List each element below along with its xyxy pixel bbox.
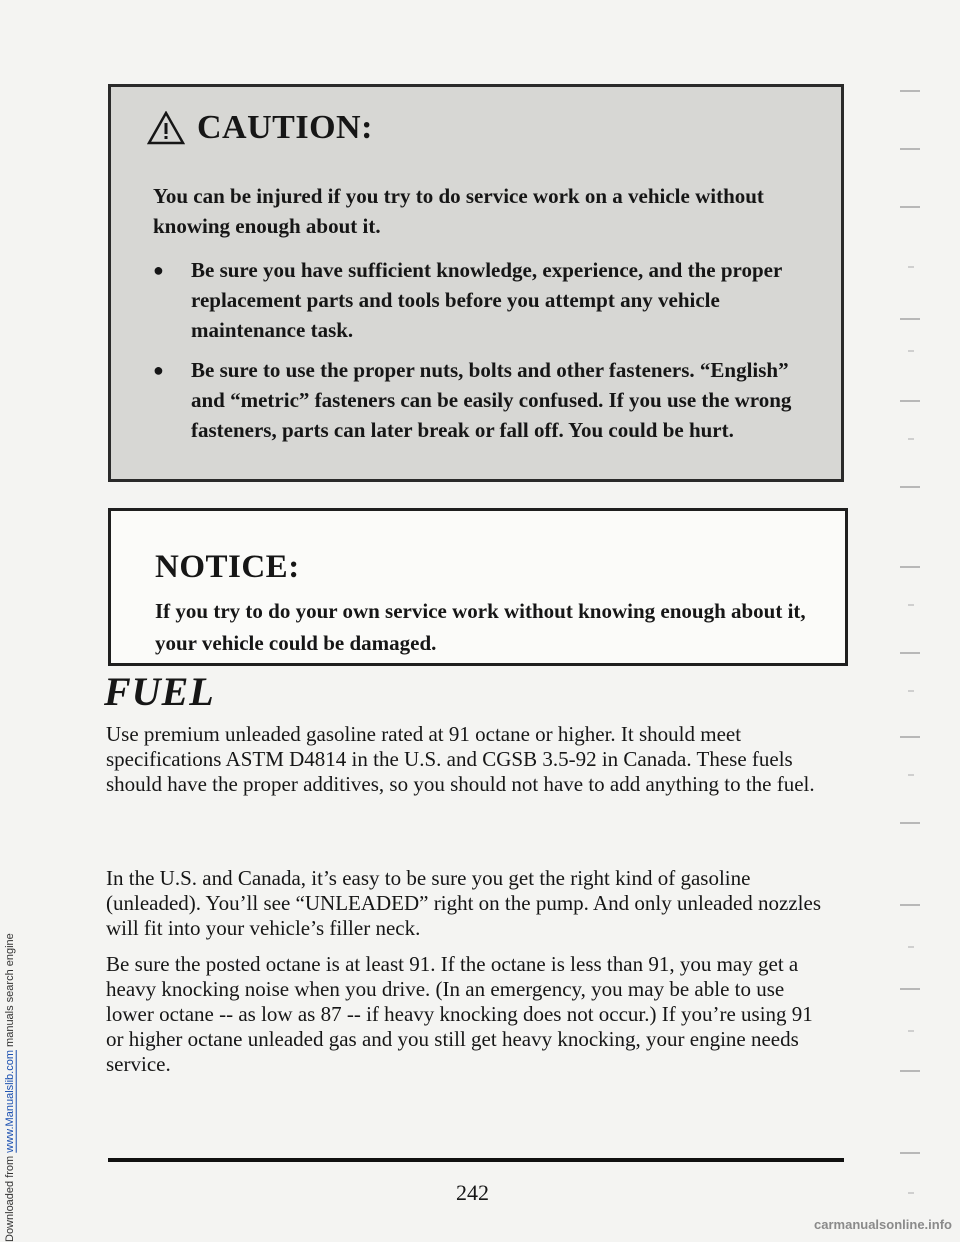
watermark: carmanualsonline.info xyxy=(814,1217,952,1232)
caution-bullet-text: Be sure to use the proper nuts, bolts and other fasteners. “English” and “metric” fasteners can be easily confused. If you use the wrong fasteners, parts can later break or fall off. You could be hurt. xyxy=(191,358,792,442)
margin-mark xyxy=(908,266,914,268)
margin-mark xyxy=(900,486,920,488)
fuel-paragraph: Be sure the posted octane is at least 91. If the octane is less than 91, you may get a heavy knocking noise when you drive. (In an emergency, you may be able to use lower octane -- as low as 87 -- if heavy knocking does not occur.) If you’re using 91 or higher octane unleaded gas and you still get heavy knocking, your engine needs service. xyxy=(106,952,813,1076)
section-heading-fuel: FUEL xyxy=(104,669,215,714)
margin-mark xyxy=(908,1030,914,1032)
caution-title: CAUTION: xyxy=(197,109,373,146)
download-banner xyxy=(4,10,20,1242)
caution-box xyxy=(108,84,844,482)
margin-mark xyxy=(900,318,920,320)
margin-mark xyxy=(908,604,914,606)
margin-mark xyxy=(908,690,914,692)
margin-mark xyxy=(900,904,920,906)
bullet-icon: ● xyxy=(153,260,164,280)
fuel-paragraph: In the U.S. and Canada, it’s easy to be sure you get the right kind of gasoline (unleaded). You’ll see “UNLEADED” right on the pump. And only unleaded nozzles will fit into your vehicle’s filler neck. xyxy=(106,866,822,940)
notice-box xyxy=(108,508,848,666)
margin-mark xyxy=(900,1070,920,1072)
bullet-icon: ● xyxy=(153,360,164,380)
manualslib-link[interactable]: www.Manualslib.com xyxy=(4,1050,16,1153)
caution-intro: You can be injured if you try to do service work on a vehicle without knowing enough about it. xyxy=(153,184,764,238)
warning-triangle-icon xyxy=(147,111,185,145)
margin-mark xyxy=(900,988,920,990)
margin-mark xyxy=(908,774,914,776)
footer-rule xyxy=(108,1158,844,1162)
margin-mark xyxy=(900,566,920,568)
fuel-paragraph: Use premium unleaded gasoline rated at 91 octane or higher. It should meet specifications ASTM D4814 in the U.S. and CGSB 3.5-92 in Canada. These fuels should have the proper additives, so you should not have to add anything to the fuel. xyxy=(106,722,815,796)
banner-suffix: manuals search engine xyxy=(4,933,16,1051)
page-number: 242 xyxy=(456,1180,489,1205)
margin-mark xyxy=(900,206,920,208)
caution-bullet xyxy=(153,355,823,445)
margin-mark xyxy=(900,148,920,150)
margin-mark xyxy=(900,652,920,654)
caution-bullet-text: Be sure you have sufficient knowledge, experience, and the proper replacement parts and tools before you attempt any vehicle maintenance task. xyxy=(191,258,782,342)
margin-mark xyxy=(900,736,920,738)
margin-mark xyxy=(900,400,920,402)
notice-text: If you try to do your own service work without knowing enough about it, your vehicle could be damaged. xyxy=(155,599,806,655)
margin-mark xyxy=(900,90,920,92)
notice-title: NOTICE: xyxy=(155,549,300,585)
margin-mark xyxy=(908,438,914,440)
banner-prefix: Downloaded from xyxy=(4,1152,16,1242)
margin-mark xyxy=(900,822,920,824)
margin-mark xyxy=(908,946,914,948)
margin-mark xyxy=(908,350,914,352)
margin-mark xyxy=(900,1152,920,1154)
caution-header xyxy=(147,105,373,151)
margin-mark xyxy=(908,1192,914,1194)
caution-bullet xyxy=(153,255,823,345)
